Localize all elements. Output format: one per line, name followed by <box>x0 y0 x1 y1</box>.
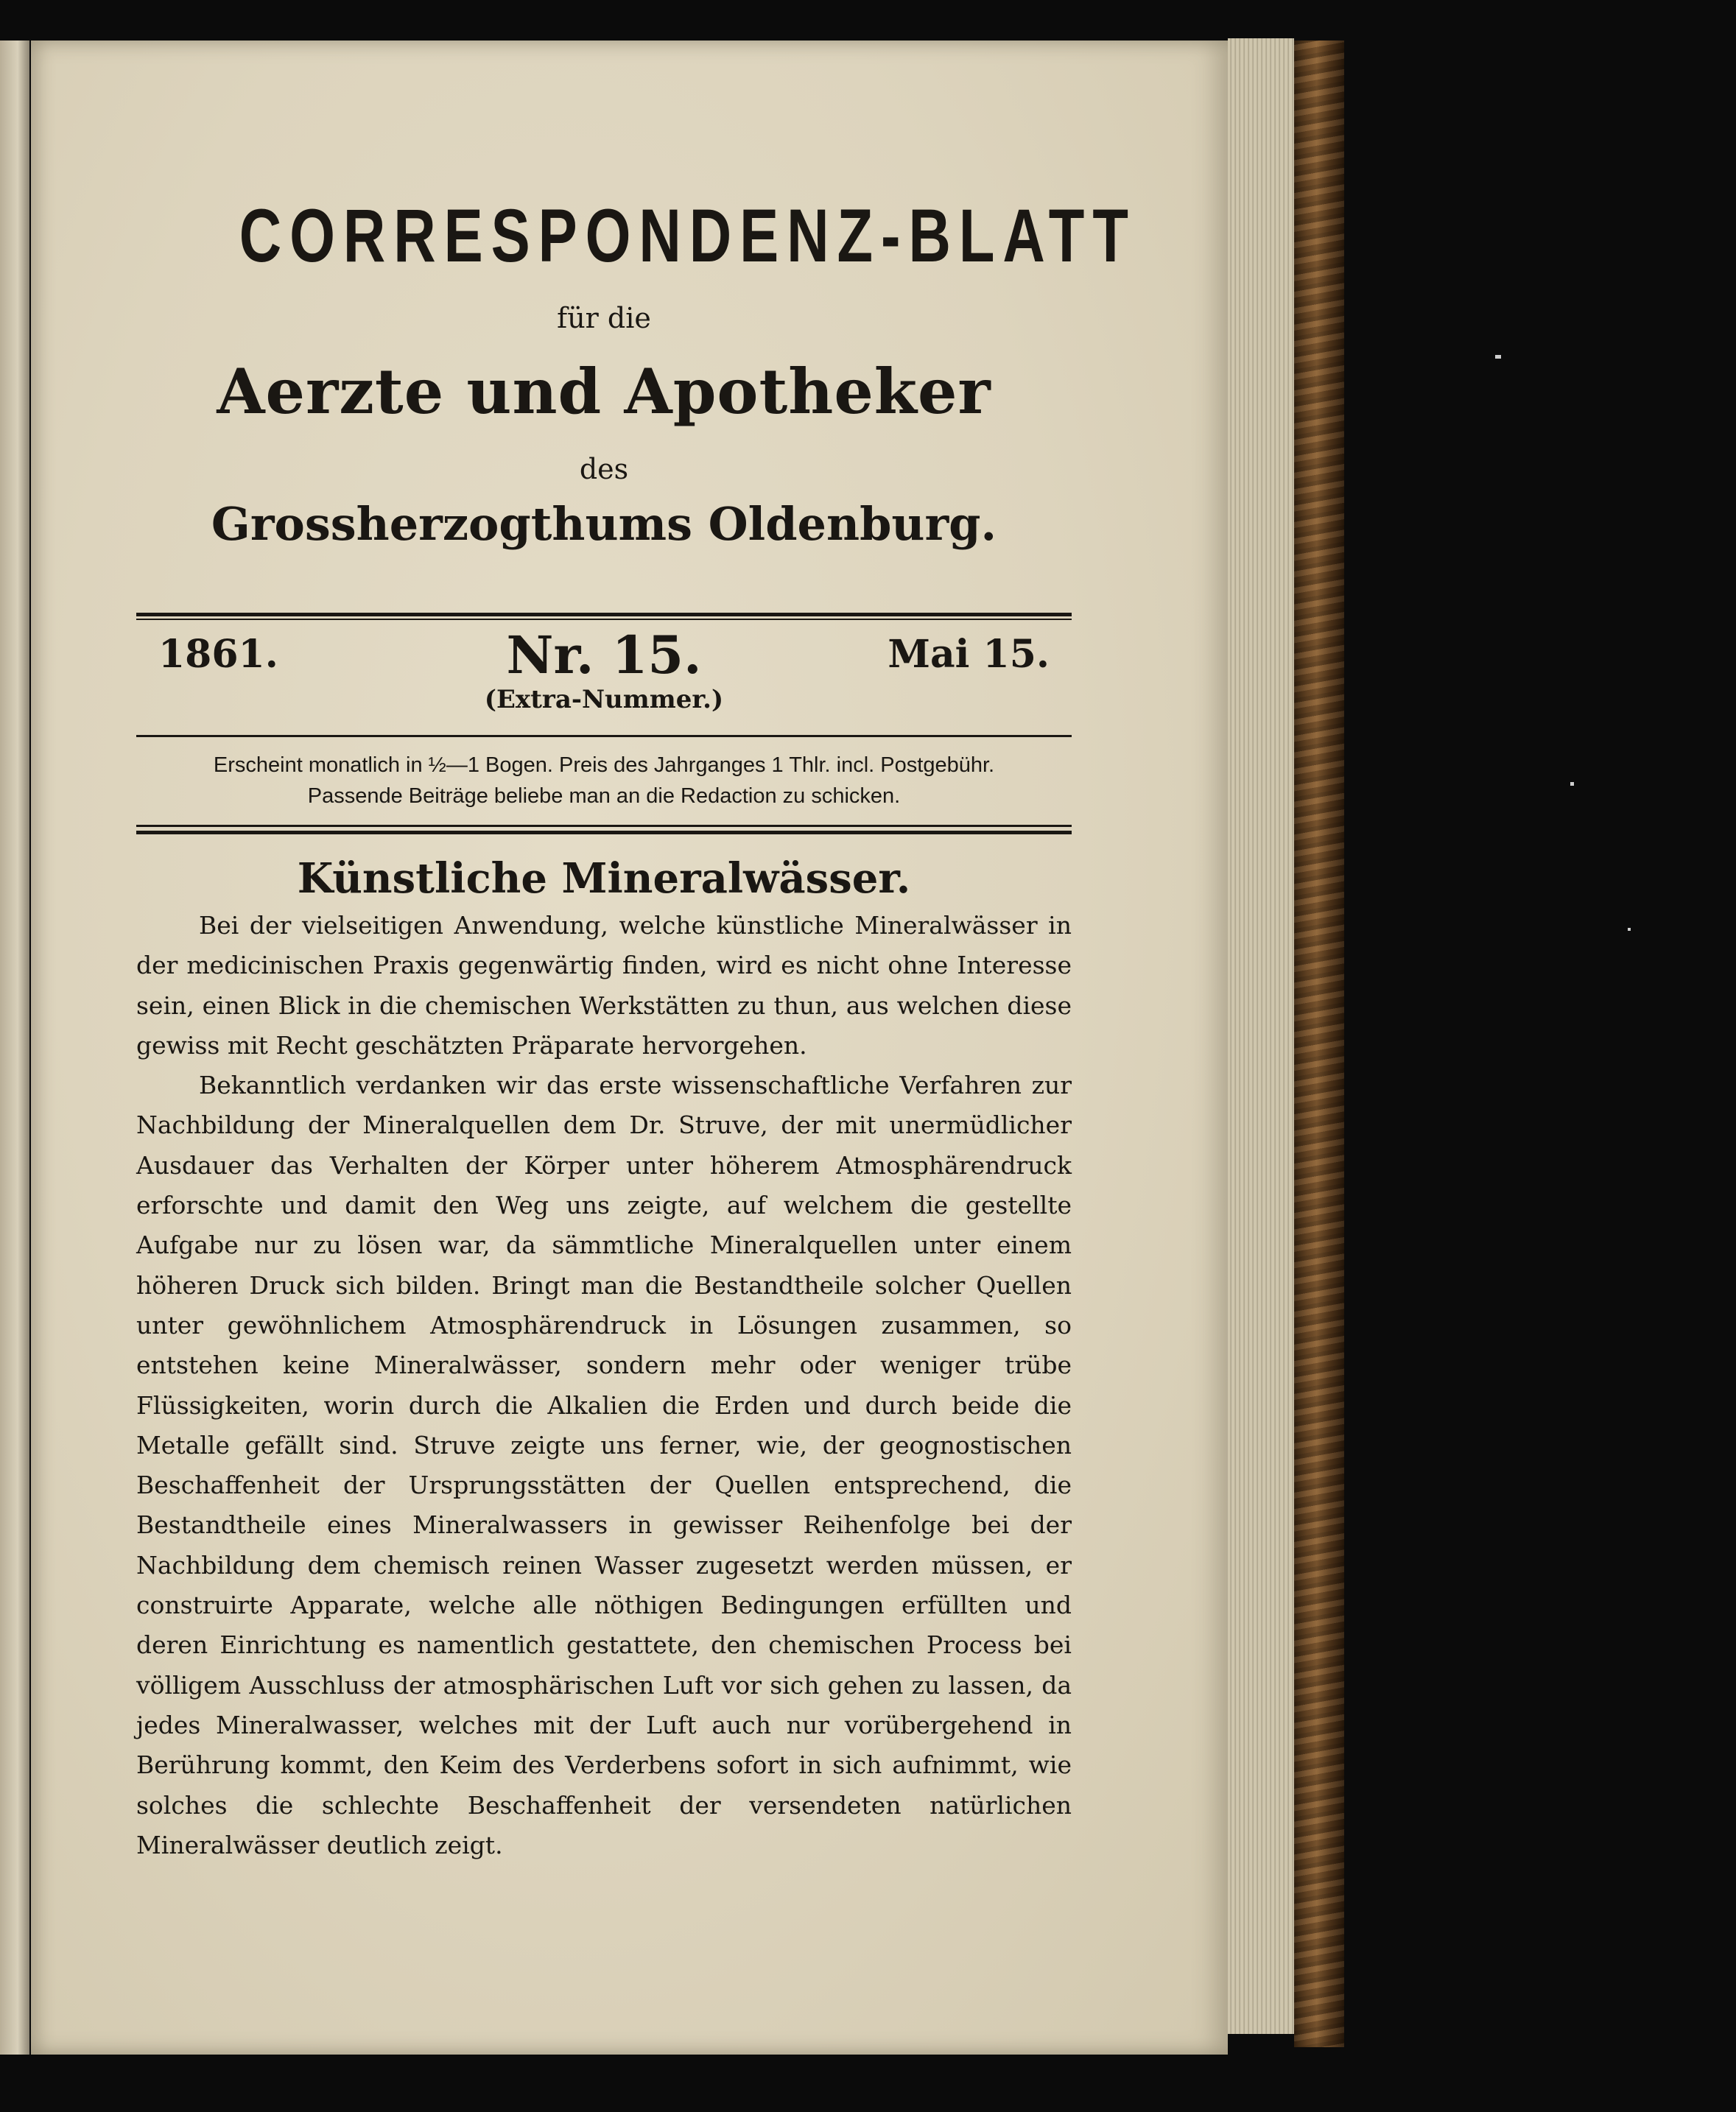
issue-date: Mai 15. <box>888 632 1050 677</box>
leather-spine <box>1294 41 1344 2047</box>
divider-rule <box>136 619 1072 620</box>
masthead-region: Grossherzogthums Oldenburg. <box>211 497 997 551</box>
divider-rule <box>136 613 1072 616</box>
page-block-edges <box>1228 38 1294 2034</box>
masthead-des: des <box>579 453 629 485</box>
issue-year: 1861. <box>158 632 278 677</box>
article-paragraph: Bekanntlich verdanken wir das erste wissenschaftliche Verfahren zur Nachbildung der Mineralquellen dem Dr. Struve, der mit unermüdlicher Ausdauer das Verhalten der Körper unter höherem Atmosphärendruck erforschte und damit den Weg uns zeigte, auf welchem die gestellte Aufgabe nur zu lösen war, da sämmtliche Mineralquellen unter einem höheren Druck sich bilden. Bringt man die Bestandtheile solcher Quellen unter gewöhnlichem Atmosphärendruck in Lösungen zusammen, so entstehen keine Mineralwässer, sondern mehr oder weniger trübe Flüssigkeiten, worin durch die Alkalien die Erden und durch beide die Metalle gefällt sind. Struve zeigte uns ferner, wie, der geognostischen Beschaffenheit der Ursprungsstätten der Quellen entsprechend, die Bestandtheile eines Mineralwassers in gewisser Reihenfolge bei der Nachbildung dem chemisch reinen Wasser zugesetzt werden müssen, er construirte Apparate, welche alle nöthigen Bedingungen erfüllten und deren Einrichtung es namentlich gestattete, den chemischen Process bei völligem Ausschluss der atmosphärischen Luft vor sich gehen zu lassen, da jedes Mineralwasser, welches mit der Luft auch nur vorübergehend in Berührung kommt, den Keim des Verderbens sofort in sich aufnimmt, wie solches die schlechte Beschaffenheit der versendeten natürlichen Mineralwässer deutlich zeigt. <box>136 1071 1072 1859</box>
issue-edition: (Extra-Nummer.) <box>484 685 724 714</box>
issue-number: Nr. 15. <box>506 624 702 686</box>
scan-dust-mark <box>1628 928 1631 931</box>
info-line-frequency-price: Erscheint monatlich in ½—1 Bogen. Preis des Jahrganges 1 Thlr. incl. Postgebühr. <box>213 753 995 777</box>
article-body <box>136 906 1072 1865</box>
masthead-subtitle: Aerzte und Apotheker <box>217 355 991 428</box>
divider-rule <box>136 825 1072 827</box>
facing-page-edge <box>0 41 29 2055</box>
article-paragraph: Bei der vielseitigen Anwendung, welche künstliche Mineralwässer in der medicinischen Praxis gegenwärtig finden, wird es nicht ohne Interesse sein, einen Blick in die chemischen Werkstätten zu thun, aus welchen diese gewiss mit Recht geschätzten Präparate hervorgehen. <box>136 911 1072 1060</box>
divider-rule <box>136 831 1072 834</box>
masthead-title: CORRESPONDENZ-BLATT <box>239 194 1136 278</box>
masthead-fuer-die: für die <box>557 302 651 334</box>
scan-dust-mark <box>1570 782 1574 786</box>
issue-row <box>136 624 1072 686</box>
article-title: Künstliche Mineralwässer. <box>297 854 911 903</box>
scan-dust-mark <box>1495 355 1501 359</box>
divider-rule <box>136 735 1072 737</box>
info-line-submissions: Passende Beiträge beliebe man an die Redaction zu schicken. <box>307 784 901 808</box>
